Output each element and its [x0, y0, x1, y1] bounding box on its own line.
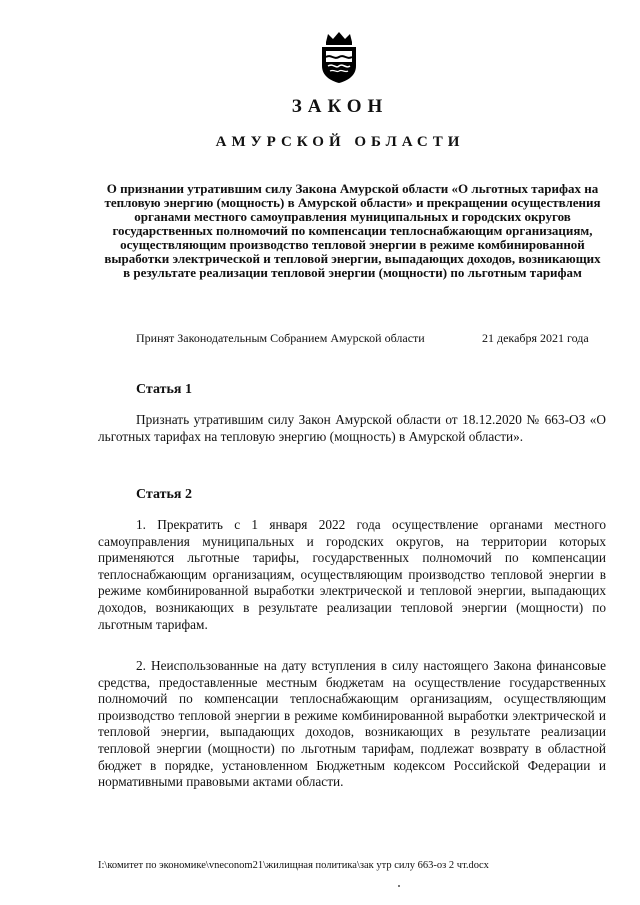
law-subject: О признании утратившим силу Закона Амурской области «О льготных тарифах на тепловую энергию (мощность) в Амурской области» и прекращении осуществления органами местного самоуправления муниципальных и городских округов государственных полномочий по компенсации теплоснабжающим организациям, осуществляющим производство тепловой энергии в режиме комбинированной выработки электрической и тепловой энергии, выпадающих доходов, возникающих в результате реализации тепловой энергии (мощности) по льготным тарифам — [104, 181, 601, 280]
scan-speck — [398, 885, 400, 887]
document-type-title: ЗАКОН — [291, 96, 389, 117]
article-1-heading: Статья 1 — [136, 382, 192, 397]
article-2-heading: Статья 2 — [136, 487, 192, 502]
article-2-paragraph-2: 2. Неиспользованные на дату вступления в силу настоящего Закона финансовые средства, предоставленные местным бюджетам на осуществление государственных полномочий по компенсации теплоснабжающим организациям, осуществляющим производство тепловой энергии в режиме комбинированной выработки электрической и тепловой энергии, выпадающих доходов, возникающих в результате реализации тепловой энергии (мощности) по льготным тарифам, подлежат возврату в областной бюджет в порядке, установленном Бюджетным кодексом Российской Федерации и нормативными правовыми актами области. — [98, 658, 606, 790]
adoption-date: 21 декабря 2021 года — [482, 331, 589, 345]
file-path-footer: I:\комитет по экономике\vneconom21\жилищная политика\зак утр силу 663-оз 2 чт.docx — [98, 860, 489, 871]
article-1-text: Признать утратившим силу Закон Амурской области от 18.12.2020 № 663-ОЗ «О льготных тарифах на тепловую энергию (мощность) в Амурской области». — [98, 412, 606, 444]
adoption-statement: Принят Законодательным Собранием Амурской области — [136, 331, 425, 345]
amur-coat-of-arms-icon — [316, 30, 362, 84]
article-2-paragraph-1: 1. Прекратить с 1 января 2022 года осуществление органами местного самоуправления муниципальных и городских округов, на территории которых применяются льготные тарифы, государственных полномочий по компенсации теплоснабжающим организациям, осуществляющим производство тепловой энергии в режиме комбинированной выработки электрической и тепловой энергии, выпадающих доходов, возникающих в результате реализации тепловой энергии (мощности) по льготным тарифам. — [98, 517, 606, 632]
region-title: АМУРСКОЙ ОБЛАСТИ — [215, 134, 465, 150]
